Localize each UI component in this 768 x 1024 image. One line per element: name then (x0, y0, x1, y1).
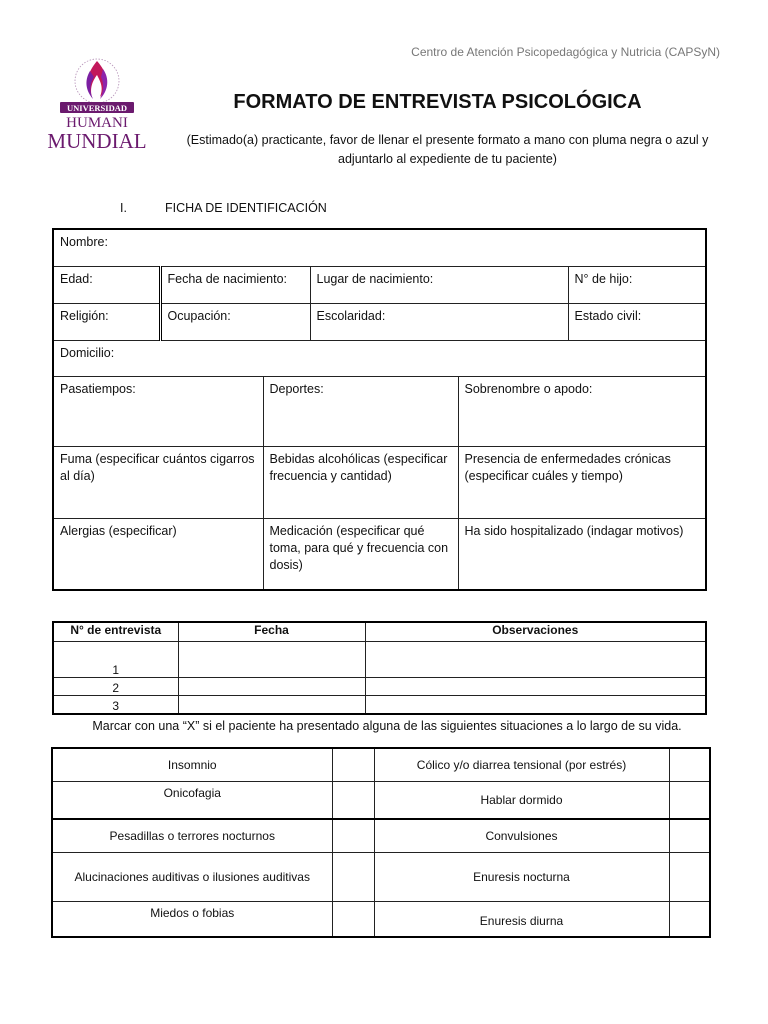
table-row (52, 748, 710, 781)
label-medicacion: Medicación (especificar qué toma, para qué y frecuencia con dosis) (269, 523, 449, 572)
university-logo (40, 55, 155, 155)
field-lugar-nacimiento[interactable] (310, 266, 568, 303)
field-religion[interactable] (53, 303, 160, 340)
situation-checkbox[interactable] (669, 748, 710, 781)
interviews-table (52, 621, 707, 715)
flame-logo-icon (40, 55, 155, 155)
svg-text:MUNDIAL: MUNDIAL (47, 129, 147, 153)
field-domicilio[interactable] (53, 340, 706, 376)
situation-label: Alucinaciones auditivas o ilusiones auditivas (52, 852, 332, 901)
svg-text:UNIVERSIDAD: UNIVERSIDAD (67, 103, 127, 113)
situation-checkbox[interactable] (332, 748, 374, 781)
label-religion: Religión: (60, 308, 109, 323)
label-fecha-nacimiento: Fecha de nacimiento: (167, 271, 288, 286)
label-ocupacion: Ocupación: (167, 308, 231, 323)
label-pasatiempos: Pasatiempos: (60, 381, 136, 396)
field-pasatiempos[interactable] (53, 376, 263, 446)
situation-label: Enuresis diurna (374, 901, 669, 937)
situation-label: Cólico y/o diarrea tensional (por estrés) (374, 748, 669, 781)
identification-table (52, 228, 707, 591)
field-fecha-nacimiento[interactable] (160, 266, 310, 303)
table-row (53, 696, 706, 714)
svg-text:HUMANI: HUMANI (66, 115, 128, 131)
label-escolaridad: Escolaridad: (316, 308, 386, 323)
interview-date-cell[interactable] (178, 678, 365, 696)
label-deportes: Deportes: (269, 381, 324, 396)
field-deportes[interactable] (263, 376, 458, 446)
section-number: I. (120, 201, 127, 215)
interview-number: 2 (53, 678, 178, 696)
field-ocupacion[interactable] (160, 303, 310, 340)
situation-label: Onicofagia (52, 781, 332, 819)
interview-notes-cell[interactable] (365, 678, 706, 696)
label-lugar-nacimiento: Lugar de nacimiento: (316, 271, 434, 286)
field-bebidas[interactable] (263, 446, 458, 518)
situation-checkbox[interactable] (332, 781, 374, 819)
interview-notes-cell[interactable] (365, 642, 706, 678)
label-enfermedades: Presencia de enfermedades crónicas (especificar cuáles y tiempo) (464, 451, 671, 483)
header-numero-entrevista: N° de entrevista (53, 622, 178, 642)
situations-table (51, 747, 711, 938)
interview-number: 3 (53, 696, 178, 714)
field-enfermedades[interactable] (458, 446, 706, 518)
table-row (53, 678, 706, 696)
situation-label: Pesadillas o terrores nocturnos (52, 819, 332, 852)
field-alergias[interactable] (53, 518, 263, 590)
label-nombre: Nombre: (60, 235, 108, 249)
field-numero-hijo[interactable] (568, 266, 706, 303)
form-instructions: (Estimado(a) practicante, favor de llenar el presente formato a mano con pluma negra o azul y adjuntarlo al expediente de tu paciente) (186, 133, 709, 166)
situation-label: Insomnio (52, 748, 332, 781)
table-row (52, 819, 710, 852)
situation-checkbox[interactable] (669, 852, 710, 901)
field-estado-civil[interactable] (568, 303, 706, 340)
interview-notes-cell[interactable] (365, 696, 706, 714)
table-row (52, 901, 710, 937)
situation-checkbox[interactable] (669, 901, 710, 937)
label-domicilio: Domicilio: (60, 345, 115, 360)
field-medicacion[interactable] (263, 518, 458, 590)
label-bebidas: Bebidas alcohólicas (especificar frecuencia y cantidad) (269, 451, 448, 483)
label-estado-civil: Estado civil: (574, 308, 642, 323)
situation-label: Enuresis nocturna (374, 852, 669, 901)
table-row (52, 781, 710, 819)
interview-date-cell[interactable] (178, 642, 365, 678)
interview-date-cell[interactable] (178, 696, 365, 714)
label-fuma: Fuma (especificar cuántos cigarros al día) (60, 451, 255, 483)
situation-label: Miedos o fobias (52, 901, 332, 937)
situation-label: Convulsiones (374, 819, 669, 852)
label-alergias: Alergias (especificar) (60, 523, 177, 538)
situation-checkbox[interactable] (332, 901, 374, 937)
field-hospitalizado[interactable] (458, 518, 706, 590)
label-hospitalizado: Ha sido hospitalizado (indagar motivos) (464, 523, 684, 538)
field-edad[interactable] (53, 266, 160, 303)
interview-number: 1 (53, 642, 178, 678)
field-fuma[interactable] (53, 446, 263, 518)
page-title: FORMATO DE ENTREVISTA PSICOLÓGICA (233, 91, 642, 113)
header-fecha: Fecha (178, 622, 365, 642)
field-nombre[interactable] (53, 229, 706, 266)
table-row (53, 642, 706, 678)
mark-instruction: Marcar con una “X” si el paciente ha presentado alguna de las siguientes situaciones a lo largo de su vida. (92, 719, 682, 733)
table-row (52, 852, 710, 901)
center-name: Centro de Atención Psicopedagógica y Nutricia (CAPSyN) (411, 45, 720, 59)
header-observaciones: Observaciones (365, 622, 706, 642)
field-escolaridad[interactable] (310, 303, 568, 340)
situation-checkbox[interactable] (669, 819, 710, 852)
label-edad: Edad: (60, 271, 93, 286)
situation-checkbox[interactable] (332, 819, 374, 852)
situation-checkbox[interactable] (332, 852, 374, 901)
field-sobrenombre[interactable] (458, 376, 706, 446)
situation-label: Hablar dormido (374, 781, 669, 819)
section-title: FICHA DE IDENTIFICACIÓN (165, 201, 327, 215)
situation-checkbox[interactable] (669, 781, 710, 819)
label-sobrenombre: Sobrenombre o apodo: (464, 381, 593, 396)
label-numero-hijo: N° de hijo: (574, 271, 633, 286)
